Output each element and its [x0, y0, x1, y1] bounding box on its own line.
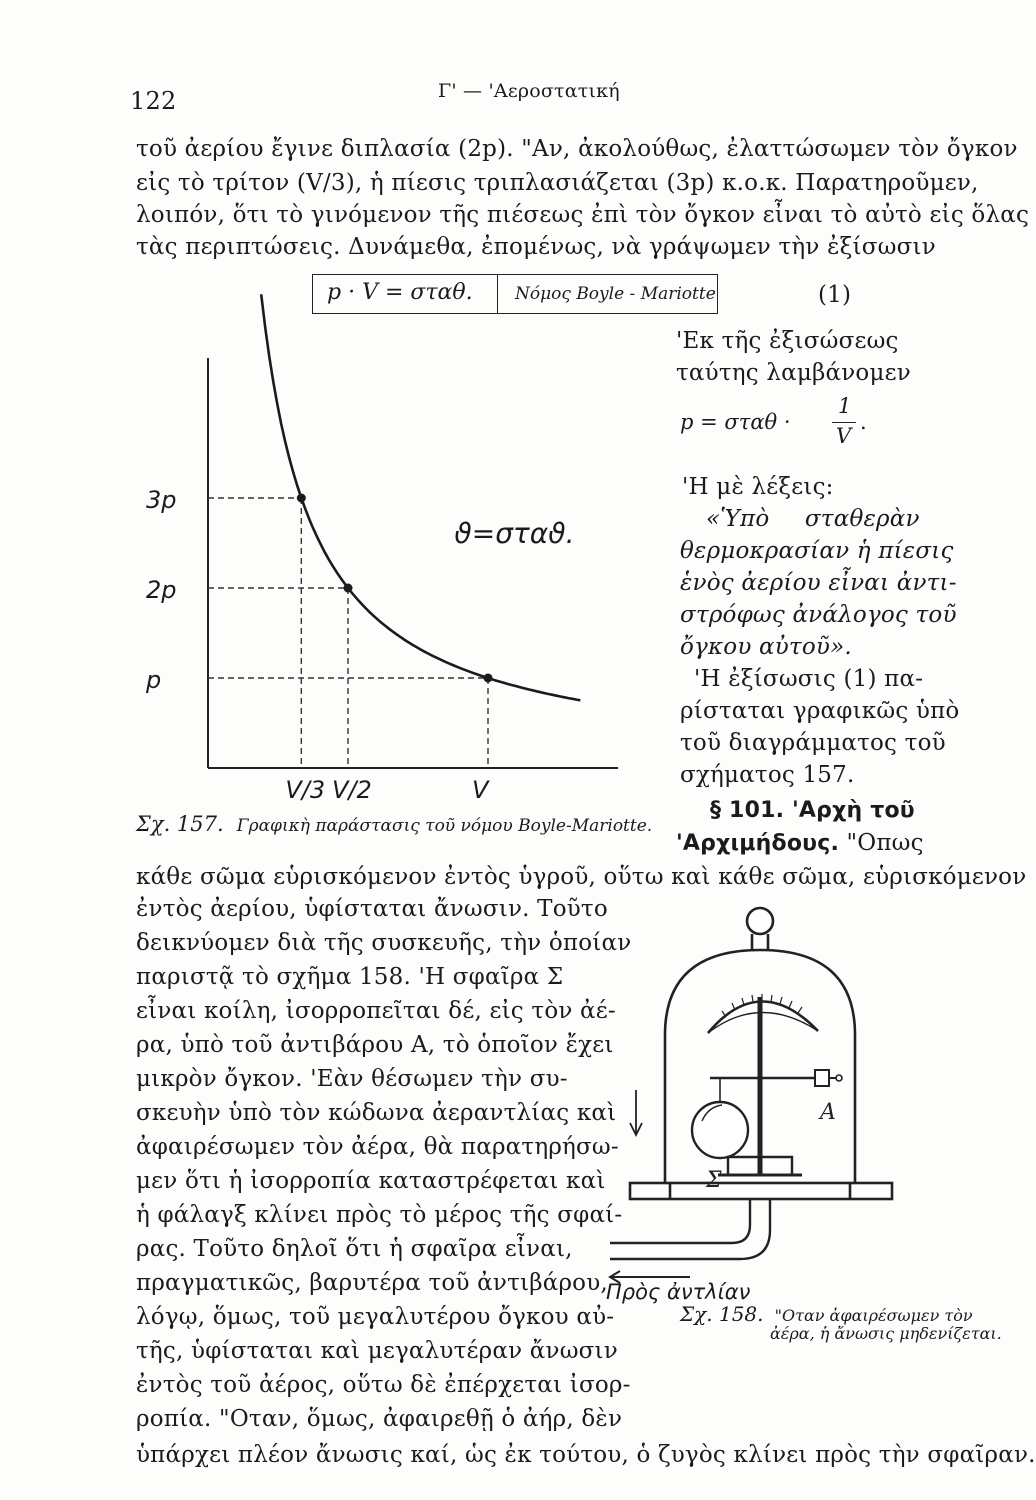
bell-knob-icon: [747, 908, 773, 934]
x-tick-label: V: [472, 776, 489, 804]
formula-left: p = σταθ ·: [680, 410, 791, 434]
equation-number: (1): [818, 282, 852, 308]
text-line: ρίσταται γραφικῶς ὑπὸ: [680, 698, 960, 724]
x-tick-label: V/3: [285, 776, 326, 804]
figure-157-text: Γραφικὴ παράστασις τοῦ νόμου Boyle-Mariotte.: [236, 816, 653, 836]
text-line: τῆς, ὑφίσταται καὶ μεγαλυτέραν ἄνωσιν: [136, 1338, 618, 1364]
y-tick-label: 3p: [146, 486, 177, 514]
words-intro: 'Η μὲ λέξεις:: [682, 474, 834, 500]
y-tick-label: p: [146, 666, 162, 694]
hollow-sphere: [692, 1102, 748, 1158]
text-line: 'Εκ τῆς ἐξισώσεως: [676, 328, 899, 354]
x-tick-label: V/2: [332, 776, 372, 804]
text-line: ρα, ὑπὸ τοῦ ἀντιβάρου Α, τὸ ὁποῖον ἔχει: [136, 1032, 614, 1058]
text-line: 'Η ἐξίσωσις (1) πα-: [694, 666, 924, 692]
boyle-mariotte-chart: [140, 340, 660, 830]
formula-period: .: [860, 410, 867, 434]
figure-157-label: Σχ. 157.: [136, 812, 224, 836]
figure-157-caption: [136, 812, 652, 836]
quote-line: ὄγκου αὐτοῦ».: [680, 634, 852, 660]
fraction-bar: [832, 422, 856, 423]
figure-158-text-b: ἀέρα, ἡ ἄνωσις μηδενίζεται.: [770, 1324, 1002, 1343]
pump-pipe: [610, 1199, 750, 1243]
text-line: μεν ὅτι ἡ ἰσορροπία καταστρέφεται καὶ: [136, 1168, 606, 1194]
text-line: τοῦ διαγράμματος τοῦ: [680, 730, 946, 756]
text-line: τοῦ ἀερίου ἔγινε διπλασία (2p). "Αν, ἀκολούθως, ἐλαττώσωμεν τὸν ὄγκον: [136, 136, 1018, 162]
inverse-formula: [676, 394, 876, 454]
section-title-a: 'Αρχὴ τοῦ: [792, 798, 915, 823]
text-line: πραγματικῶς, βαρυτέρα τοῦ ἀντιβάρου,: [136, 1270, 608, 1296]
text-line: τὰς περιπτώσεις. Δυνάμεθα, ἐπομένως, νὰ γράψωμεν τὴν ἐξίσωσιν: [136, 234, 936, 260]
data-point: [297, 494, 306, 503]
figure-158-text-a: "Οταν ἀφαιρέσωμεν τὸν: [774, 1306, 973, 1325]
section-heading-line-1: [710, 796, 915, 826]
counterweight-label: Α: [820, 1100, 836, 1125]
y-tick-label: 2p: [146, 576, 177, 604]
fraction-denominator: V: [836, 424, 852, 448]
pump-label: Πρὸς ἀντλίαν: [606, 1280, 751, 1304]
quote-line: «Ὑπὸ σταθερὰν: [706, 506, 920, 532]
formula-box: [312, 274, 718, 314]
counterweight: [815, 1070, 829, 1086]
chart-title: ϑ=σταϑ.: [454, 517, 575, 550]
quote-line: ἑνὸς ἀερίου εἶναι ἀντι-: [680, 570, 957, 596]
text-line: εἶναι κοίλη, ἰσορροπεῖται δέ, εἰς τὸν ἀέ-: [136, 998, 616, 1024]
sphere-label: Σ: [706, 1168, 722, 1193]
data-point: [484, 674, 493, 683]
page-number: 122: [130, 87, 177, 115]
text-line: λοιπόν, ὅτι τὸ γινόμενον τῆς πιέσεως ἐπὶ τὸν ὄγκον εἶναι τὸ αὐτὸ εἰς ὅλας: [136, 202, 1030, 228]
figure-158-caption: [680, 1302, 973, 1326]
scale-arc: [708, 1001, 818, 1033]
section-title-b: 'Αρχιμήδους.: [676, 831, 840, 856]
isotherm-curve: [261, 294, 580, 700]
text-line: λόγῳ, ὅμως, τοῦ μεγαλυτέρου ὄγκου αὐ-: [136, 1304, 615, 1330]
section-heading-line-2: [676, 828, 924, 859]
text-line: ἐντὸς ἀερίου, ὑφίσταται ἄνωσιν. Τοῦτο: [136, 896, 608, 922]
section-text-after: "Οπως: [846, 830, 924, 856]
text-line: ρας. Τοῦτο δηλοῖ ὅτι ἡ σφαῖρα εἶναι,: [136, 1236, 573, 1262]
quote-line: θερμοκρασίαν ἡ πίεσις: [680, 538, 954, 564]
data-point: [344, 584, 353, 593]
figure-158-label: Σχ. 158.: [680, 1302, 764, 1326]
fraction-numerator: 1: [838, 394, 852, 418]
text-line: ἡ φάλαγξ κλίνει πρὸς τὸ μέρος τῆς σφαί-: [136, 1202, 623, 1228]
text-line: μικρὸν ὄγκον. 'Εὰν θέσωμεν τὴν συ-: [136, 1066, 568, 1092]
text-line: σκευὴν ὑπὸ τὸν κώδωνα ἀεραντλίας καὶ: [136, 1100, 617, 1126]
text-line: ροπία. "Οταν, ὅμως, ἀφαιρεθῇ ὁ ἀήρ, δὲν: [136, 1406, 623, 1432]
archimedes-apparatus: [610, 885, 910, 1285]
box-divider: [497, 275, 498, 313]
quote-line: στρόφως ἀνάλογος τοῦ: [680, 602, 957, 628]
law-name: Νόμος Boyle - Mariotte: [515, 284, 716, 304]
text-line: δεικνύομεν διὰ τῆς συσκευῆς, τὴν ὁποίαν: [136, 930, 632, 956]
text-line: εἰς τὸ τρίτον (V/3), ἡ πίεσις τριπλασιάζεται (3p) κ.ο.κ. Παρατηροῦμεν,: [136, 170, 979, 196]
bell-knob-neck: [752, 934, 768, 951]
section-number: § 101.: [710, 798, 785, 823]
running-title: Γ' — 'Αεροστατική: [438, 80, 620, 102]
text-line: ὑπάρχει πλέον ἄνωσις καί, ὡς ἐκ τούτου, ὁ ζυγὸς κλίνει πρὸς τὴν σφαῖραν.: [136, 1442, 1036, 1468]
text-line: σχήματος 157.: [680, 762, 855, 788]
text-line: ἐντὸς τοῦ ἀέρος, οὕτω δὲ ἐπέρχεται ἰσορ-: [136, 1372, 631, 1398]
text-line: ἀφαιρέσωμεν τὸν ἀέρα, θὰ παρατηρήσω-: [136, 1134, 619, 1160]
boyle-formula: p · V = σταθ.: [327, 280, 473, 305]
text-line: παριστᾷ τὸ σχῆμα 158. 'Η σφαῖρα Σ: [136, 964, 564, 990]
text-line: κάθε σῶμα εὑρισκόμενον ἐντὸς ὑγροῦ, οὕτω καὶ κάθε σῶμα, εὑρισκόμενον: [136, 864, 1027, 890]
text-line: ταύτης λαμβάνομεν: [676, 360, 911, 386]
